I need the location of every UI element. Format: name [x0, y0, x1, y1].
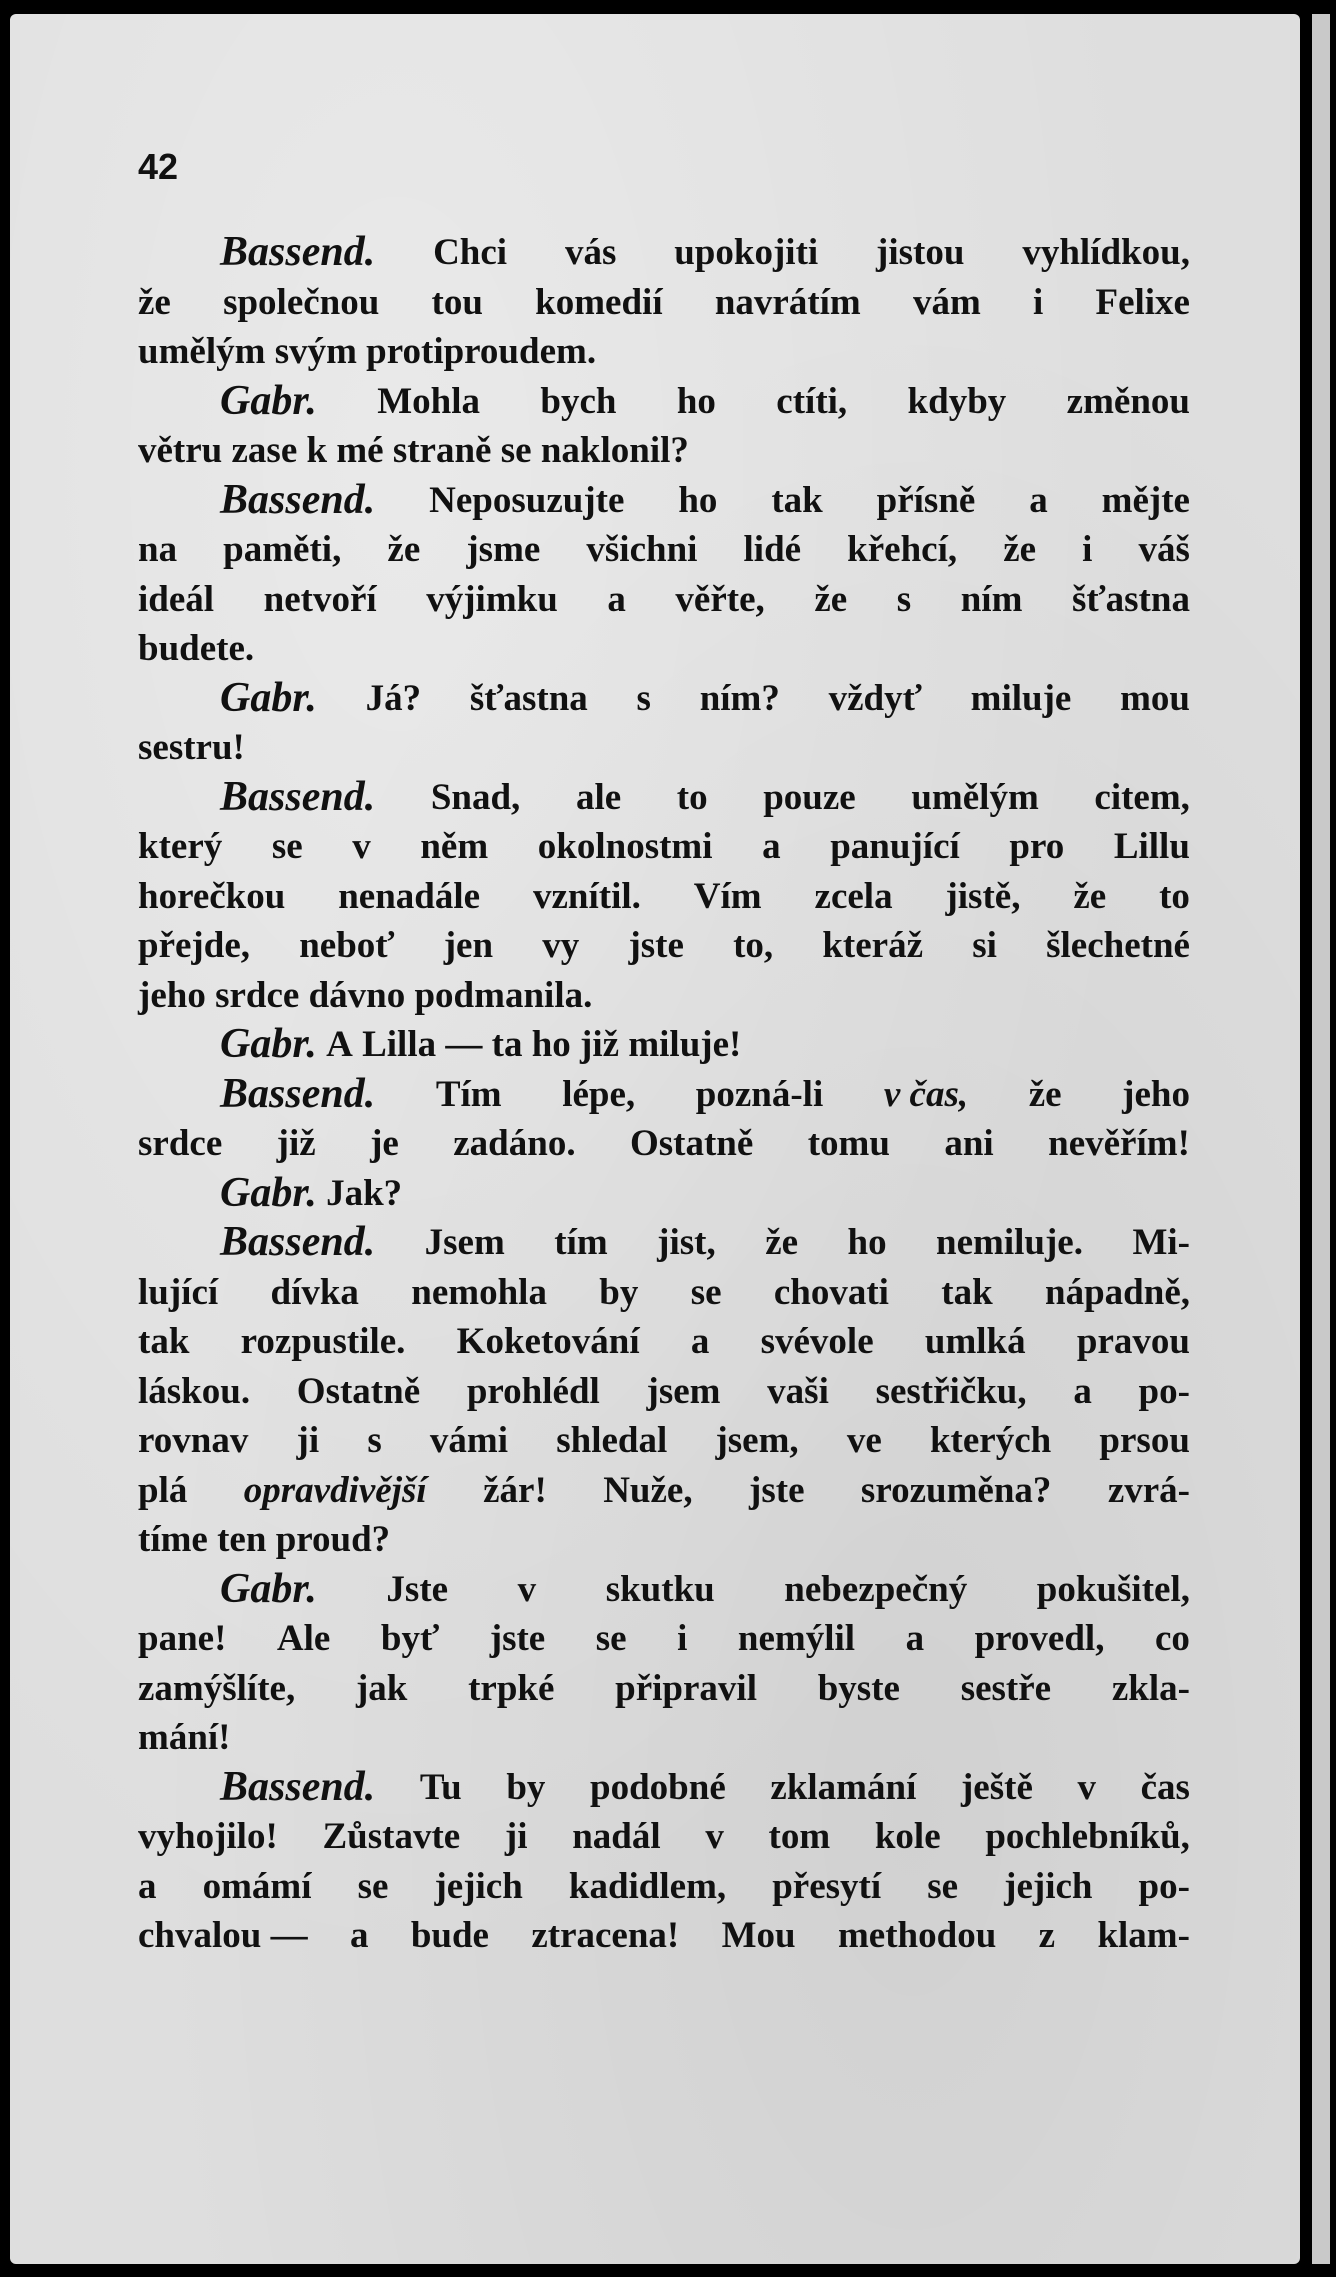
word: zcela [814, 875, 893, 917]
text-line [138, 921, 1190, 971]
word: sestru! [138, 727, 245, 768]
word: i [1082, 529, 1093, 570]
word: klam- [1097, 1915, 1190, 1956]
word: v [352, 826, 371, 867]
text-line [138, 228, 1190, 278]
emphasized-word: opravdivější [243, 1469, 427, 1511]
word: pravou [1076, 1321, 1190, 1362]
word: nevěřím! [1048, 1123, 1190, 1164]
word: ztracena! [531, 1915, 680, 1956]
word: Koketování [456, 1321, 640, 1362]
text-line [138, 1268, 1190, 1318]
word: a [1073, 1370, 1092, 1412]
word: dívka [270, 1271, 359, 1313]
word: zkla- [1111, 1667, 1190, 1709]
word: zase [231, 430, 298, 471]
word: Lilla [362, 1024, 437, 1065]
word: po- [1138, 1865, 1190, 1907]
text-line [138, 822, 1190, 872]
word: tak [138, 1321, 190, 1362]
word: v [517, 1568, 537, 1610]
word: na [138, 529, 178, 570]
word: panující [830, 826, 960, 867]
word: ním? [699, 677, 780, 719]
speaker-name: Bassend. [220, 1219, 376, 1265]
word: jistou [876, 232, 965, 273]
word: netvoří [263, 578, 377, 620]
word: pro [1009, 826, 1065, 867]
emphasized-word: v čas, [883, 1073, 969, 1115]
text-line [138, 1466, 1190, 1516]
word: pozná-li [695, 1073, 824, 1115]
text-line [138, 1911, 1190, 1961]
word: Lillu [1113, 826, 1190, 867]
word: všichni [586, 529, 698, 570]
speaker-name: Gabr. [220, 1565, 317, 1612]
word: Ale [276, 1618, 331, 1659]
text-line [138, 971, 1190, 1021]
word: že [1073, 875, 1107, 917]
word: jste [489, 1618, 546, 1659]
word: kteráž [822, 925, 924, 966]
word: ním [960, 578, 1023, 620]
word: omámí [202, 1865, 312, 1907]
word: láskou. [138, 1370, 251, 1412]
word: že [765, 1222, 799, 1263]
text-line [138, 525, 1190, 575]
word: bych [540, 380, 617, 422]
word: Nuže, [603, 1469, 693, 1511]
word: skutku [605, 1568, 715, 1610]
word: budete. [138, 628, 255, 669]
word: by [506, 1766, 546, 1808]
word: a [762, 826, 781, 867]
word: neboť [299, 925, 395, 966]
word: zamýšlíte, [138, 1667, 296, 1709]
word: ale [575, 776, 622, 818]
word: jeho [138, 974, 206, 1016]
word: dávno [308, 974, 406, 1016]
word: prohlédl [466, 1370, 600, 1412]
word: vyhojilo! [138, 1816, 278, 1857]
word: ho [531, 1024, 571, 1065]
speaker-name: Gabr. [220, 1169, 317, 1216]
word: věřte, [675, 578, 765, 620]
word: srdce [215, 974, 300, 1016]
word: vy [542, 925, 580, 966]
word: v [705, 1816, 724, 1857]
word: naklonil? [540, 430, 689, 471]
word: mání! [138, 1717, 231, 1758]
word: ta [491, 1024, 523, 1065]
word: již [276, 1123, 316, 1164]
word: okolnostmi [537, 826, 713, 867]
word: vznítil. [532, 875, 641, 917]
text-line [138, 1515, 1190, 1565]
word: sestře [960, 1667, 1052, 1709]
word: zklamání [770, 1766, 917, 1808]
word: přísně [876, 479, 976, 521]
text-line [138, 723, 1190, 773]
word: to [676, 776, 708, 818]
word: a [1029, 479, 1048, 521]
word: vždyť [828, 677, 922, 719]
word: provedl, [974, 1618, 1105, 1659]
word: nápadně, [1045, 1271, 1190, 1313]
word: komedií [535, 281, 663, 323]
word: a [905, 1618, 925, 1659]
word: pochlebníků, [985, 1816, 1190, 1857]
word: Snad, [430, 776, 521, 818]
word: šťastna [469, 677, 588, 719]
word: k [306, 430, 328, 471]
text-line [138, 1218, 1190, 1268]
text-line [138, 426, 1190, 476]
word: jejich [1004, 1865, 1093, 1907]
word: co [1154, 1618, 1190, 1659]
text-line [138, 1169, 1190, 1219]
word: tak [771, 479, 823, 521]
word: přesytí [772, 1865, 882, 1907]
word: vámi [429, 1420, 509, 1461]
word: citem, [1094, 776, 1190, 818]
word: jist, [657, 1222, 716, 1263]
page-edge [1312, 14, 1330, 2264]
speaker-name: Gabr. [220, 1021, 317, 1067]
word: a [607, 578, 626, 620]
word: s [367, 1420, 382, 1461]
word: se [595, 1618, 627, 1659]
word: tíme [138, 1519, 208, 1560]
word: s [636, 677, 651, 719]
word: Felixe [1095, 281, 1190, 323]
word: vaši [767, 1370, 829, 1412]
text-line [138, 1367, 1190, 1417]
word: v [1077, 1766, 1096, 1808]
text-line [138, 1763, 1190, 1813]
word: nadál [572, 1816, 661, 1857]
text-line [138, 1416, 1190, 1466]
text-line [138, 1812, 1190, 1862]
word: výjimku [426, 578, 558, 620]
word: Vím [693, 875, 762, 917]
word: jejich [434, 1865, 523, 1907]
word: Ostatně [629, 1123, 754, 1164]
word: Neposuzujte [429, 479, 625, 521]
speaker-name: Bassend. [220, 773, 376, 820]
word: upokojiti [674, 232, 819, 273]
word: to, [733, 925, 774, 966]
word: Já? [365, 677, 422, 719]
word: pane! [138, 1618, 227, 1659]
word: zvrá- [1107, 1469, 1190, 1511]
word: jsem [646, 1370, 721, 1412]
word: se [500, 430, 532, 471]
word: se [271, 826, 303, 867]
text-line [138, 1119, 1190, 1169]
word: trpké [468, 1667, 555, 1709]
word: se [927, 1865, 959, 1907]
word: ve [846, 1420, 882, 1461]
word: Mohla [377, 380, 481, 422]
word: který [138, 826, 223, 867]
word: methodou [837, 1915, 997, 1956]
text-line [138, 1565, 1190, 1615]
word: že [814, 578, 848, 620]
word: rozpustile. [240, 1321, 406, 1362]
word: jste [628, 925, 684, 966]
word: mějte [1101, 479, 1190, 521]
text-line [138, 1664, 1190, 1714]
word: jste [749, 1469, 805, 1511]
word: kterých [929, 1420, 1052, 1461]
word: ten [217, 1519, 267, 1560]
text-line [138, 278, 1190, 328]
word: Tím [435, 1073, 502, 1115]
word: se [690, 1271, 722, 1313]
word: vás [564, 232, 617, 273]
word: větru [138, 430, 223, 471]
word: kdyby [907, 380, 1007, 422]
word: jsme [466, 529, 541, 570]
text-line [138, 327, 1190, 377]
word: proud? [275, 1519, 391, 1560]
word: nenadále [338, 875, 481, 917]
word: lépe, [562, 1073, 636, 1115]
word: i [677, 1618, 688, 1659]
word: vám [912, 281, 981, 323]
word: šlechetné [1046, 925, 1190, 966]
text-line [138, 1317, 1190, 1367]
text-line [138, 773, 1190, 823]
word: Jsem [424, 1222, 505, 1263]
word: ho [847, 1222, 887, 1263]
word: že [1028, 1073, 1062, 1115]
speaker-name: Bassend. [220, 1070, 376, 1117]
word: nemohla [411, 1271, 547, 1313]
word: ho [676, 380, 716, 422]
word: rovnav [138, 1420, 249, 1461]
word: — [445, 1024, 483, 1065]
word: váš [1138, 529, 1190, 570]
word: protiproudem. [366, 331, 597, 372]
word: svévole [760, 1321, 874, 1362]
word: a [349, 1915, 369, 1956]
word: šťastna [1071, 578, 1190, 620]
word: jak [355, 1667, 408, 1709]
word: s [896, 578, 912, 620]
word: žár! [483, 1469, 547, 1511]
word: již [580, 1024, 620, 1065]
word: umlká [924, 1321, 1026, 1362]
word: z [1038, 1915, 1056, 1956]
word: kadidlem, [568, 1865, 727, 1907]
word: Tu [419, 1766, 462, 1808]
word: jistě, [945, 875, 1021, 917]
word: po- [1138, 1370, 1190, 1412]
text-line [138, 377, 1190, 427]
word: že [138, 281, 171, 323]
word: Ostatně [296, 1370, 421, 1412]
word: jen [443, 925, 494, 966]
word: A [326, 1024, 353, 1065]
word: mé [336, 430, 384, 471]
word: že [1003, 529, 1037, 570]
word: kole [874, 1816, 941, 1857]
word: vyhlídkou, [1022, 232, 1190, 273]
word: se [357, 1865, 389, 1907]
word: ještě [960, 1766, 1033, 1808]
word: ho [678, 479, 718, 521]
speaker-name: Gabr. [220, 377, 317, 424]
word: změnou [1066, 380, 1190, 422]
word: byť [380, 1618, 440, 1659]
word: shledal [556, 1420, 668, 1461]
text-line [138, 1614, 1190, 1664]
word: Jak? [326, 1172, 403, 1214]
word: lidé [743, 529, 802, 570]
speaker-name: Bassend. [220, 229, 376, 275]
text-line [138, 476, 1190, 526]
word: křehcí, [847, 529, 958, 570]
word: pouze [763, 776, 856, 818]
word: plá [138, 1469, 188, 1511]
word: tom [768, 1816, 831, 1857]
text-line [138, 1713, 1190, 1763]
word: Jste [386, 1568, 449, 1610]
word: tak [941, 1271, 993, 1313]
word: je [370, 1123, 399, 1164]
word: lující [138, 1271, 219, 1313]
word: sestřičku, [875, 1370, 1027, 1412]
word: Mi- [1132, 1222, 1190, 1263]
word: jsem, [715, 1420, 799, 1461]
word: podobné [590, 1766, 726, 1808]
word: svým [274, 331, 357, 372]
word: připravil [615, 1667, 757, 1709]
word: nemiluje. [936, 1222, 1083, 1263]
speaker-name: Bassend. [220, 476, 376, 523]
word: si [972, 925, 997, 966]
word: paměti, [223, 529, 342, 570]
text-line [138, 624, 1190, 674]
page-number: 42 [138, 146, 179, 187]
word: podmanila. [414, 974, 593, 1016]
word: ideál [138, 578, 215, 620]
word: by [599, 1271, 639, 1313]
word: tomu [807, 1123, 890, 1164]
word: pokušitel, [1036, 1568, 1190, 1610]
text-line [138, 1862, 1190, 1912]
word: srdce [138, 1123, 223, 1164]
word: přejde, [138, 925, 250, 966]
word: nemýlil [737, 1618, 856, 1659]
word: horečkou [138, 875, 286, 917]
word: ji [504, 1816, 528, 1857]
word: straně [392, 430, 492, 471]
word: ani [944, 1123, 994, 1164]
text-line [138, 1020, 1190, 1070]
word: navrátím [714, 281, 861, 323]
word: Mou [721, 1915, 796, 1956]
word: chovati [773, 1271, 889, 1313]
word: a [690, 1321, 710, 1362]
text-line [138, 575, 1190, 625]
word: Zůstavte [322, 1816, 461, 1857]
word: společnou [223, 281, 380, 323]
word: ji [296, 1420, 320, 1461]
word: umělým [911, 776, 1039, 818]
word: bude [410, 1915, 489, 1956]
text-line [138, 674, 1190, 724]
word: nebezpečný [784, 1568, 968, 1610]
word: ctíti, [776, 380, 848, 422]
speaker-name: Bassend. [220, 1763, 376, 1810]
word: jeho [1122, 1073, 1190, 1115]
word: byste [817, 1667, 900, 1709]
word: zadáno. [453, 1123, 576, 1164]
word: čas [1140, 1766, 1190, 1808]
word: umělým [138, 331, 266, 372]
word: miluje [970, 677, 1072, 719]
word: tou [431, 281, 483, 323]
text-line [138, 1070, 1190, 1120]
word: a [138, 1865, 157, 1907]
word: to [1159, 875, 1190, 917]
speaker-name: Gabr. [220, 674, 317, 721]
text-line [138, 872, 1190, 922]
word: miluje! [628, 1024, 742, 1065]
word: srozuměna? [860, 1469, 1052, 1511]
word: že [387, 529, 421, 570]
word: prsou [1099, 1420, 1190, 1461]
word: Chci [433, 232, 508, 273]
word: mou [1120, 677, 1190, 719]
word: něm [420, 826, 489, 867]
page-body [138, 228, 1190, 1961]
word: tím [554, 1222, 608, 1263]
word: i [1032, 281, 1044, 323]
word: chvalou — [138, 1915, 308, 1956]
